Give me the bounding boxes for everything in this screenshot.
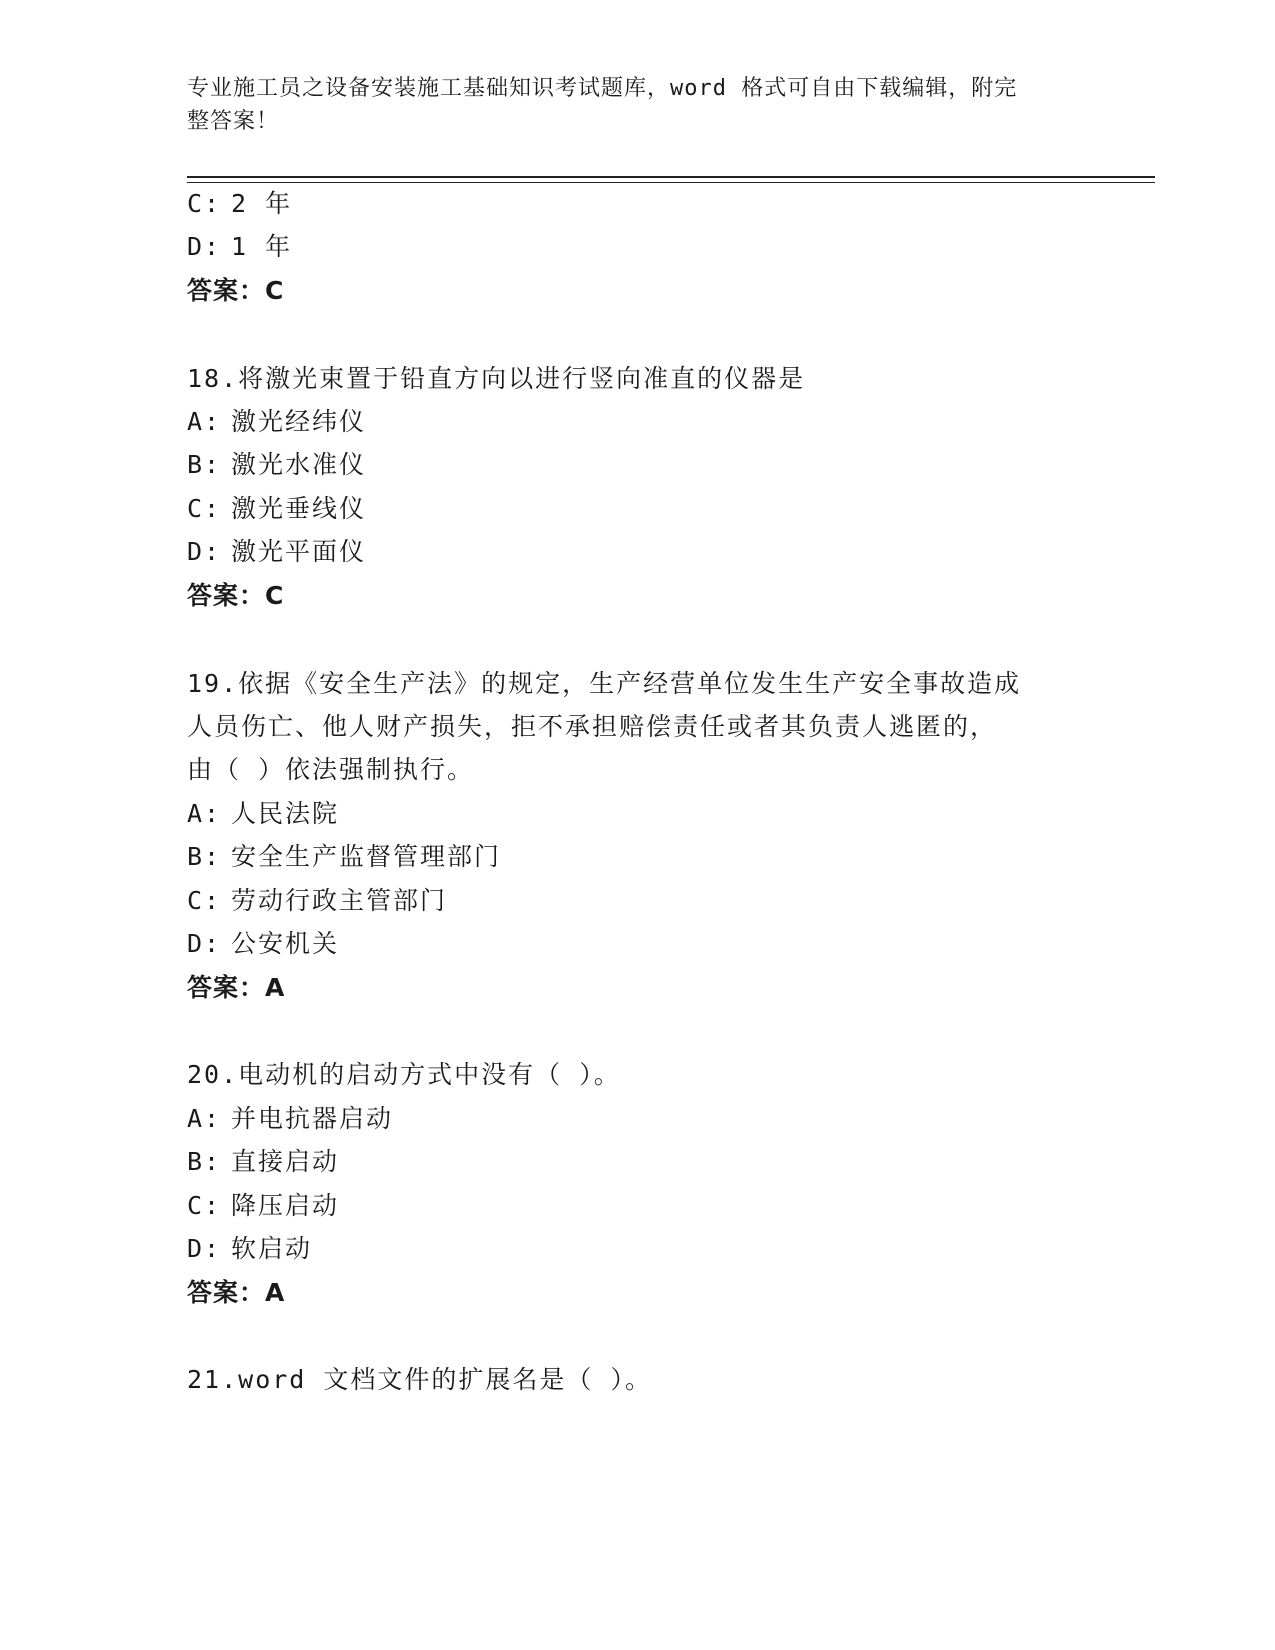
option-c: C: 2 年	[187, 189, 293, 218]
q20-option-b: B: 直接启动	[187, 1147, 340, 1176]
answer-19: 答案：A	[187, 973, 286, 1002]
question-19-line-1: 19.依据《安全生产法》的规定，生产经营单位发生生产安全事故造成	[187, 669, 1022, 698]
answer-17: 答案：C	[187, 276, 285, 305]
q18-option-b: B: 激光水准仪	[187, 450, 367, 479]
q19-option-c: C: 劳动行政主管部门	[187, 886, 448, 915]
header-title-line-2: 整答案！	[187, 109, 280, 134]
q18-option-d: D: 激光平面仪	[187, 537, 367, 566]
header-divider-thin	[187, 182, 1155, 183]
option-d: D: 1 年	[187, 232, 293, 261]
answer-18: 答案：C	[187, 581, 285, 610]
question-21: 21.word 文档文件的扩展名是（ ）。	[187, 1365, 652, 1394]
header-title-line-1: 专业施工员之设备安装施工基础知识考试题库，word 格式可自由下载编辑，附完	[187, 76, 1018, 101]
q20-option-a: A: 并电抗器启动	[187, 1104, 394, 1133]
question-18: 18.将激光束置于铅直方向以进行竖向准直的仪器是	[187, 364, 806, 393]
q18-option-c: C: 激光垂线仪	[187, 494, 367, 523]
document-header	[187, 72, 1067, 138]
question-20: 20.电动机的启动方式中没有（ ）。	[187, 1060, 621, 1089]
question-19-line-3: 由（ ）依法强制执行。	[187, 755, 475, 784]
q20-option-d: D: 软启动	[187, 1234, 313, 1263]
q20-option-c: C: 降压启动	[187, 1191, 340, 1220]
header-divider-thick	[187, 176, 1155, 178]
q18-option-a: A: 激光经纬仪	[187, 407, 367, 436]
q19-option-d: D: 公安机关	[187, 929, 340, 958]
q19-option-b: B: 安全生产监督管理部门	[187, 842, 502, 871]
answer-20: 答案：A	[187, 1278, 286, 1307]
question-19-line-2: 人员伤亡、他人财产损失，拒不承担赔偿责任或者其负责人逃匿的，	[187, 712, 998, 741]
q19-option-a: A: 人民法院	[187, 799, 340, 828]
